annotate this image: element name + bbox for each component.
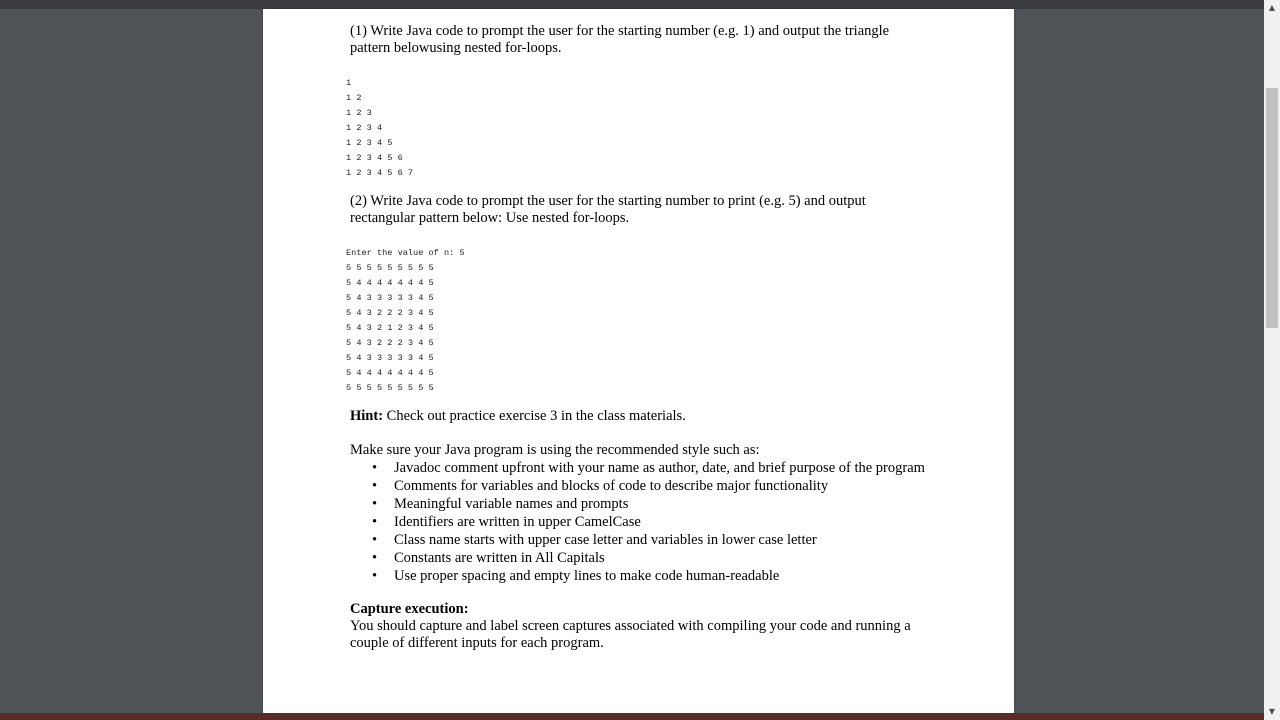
triangle-pattern-output: 1 1 2 1 2 3 1 2 3 4 1 2 3 4 5 1 2 3 4 5 6 1 2 3 4 5 6 7 (346, 78, 414, 178)
vertical-scrollbar[interactable] (1264, 0, 1280, 720)
style-list (350, 460, 930, 585)
hint-paragraph (350, 408, 930, 425)
scroll-down-arrow-icon[interactable]: ▼ (1268, 707, 1276, 716)
style-list-item: • Javadoc comment upfront with your name as author, date, and brief purpose of the program (394, 460, 930, 477)
top-toolbar-strip (0, 0, 1264, 9)
capture-text: You should capture and label screen captures associated with compiling your code and running a couple of different inputs for each program. (350, 618, 911, 651)
style-list-item: • Class name starts with upper case letter and variables in lower case letter (394, 532, 930, 549)
question-2-text: (2) Write Java code to prompt the user for the starting number to print (e.g. 5) and output rectangular pattern below: Use nested for-loops. (350, 193, 866, 226)
style-list-item: • Meaningful variable names and prompts (394, 496, 930, 513)
capture-heading-label: Capture execution: (350, 601, 469, 617)
scroll-up-arrow-icon[interactable]: ▲ (1268, 3, 1276, 12)
style-list-item: • Constants are written in All Capitals (394, 550, 930, 567)
document-viewer[interactable] (0, 9, 1264, 713)
bottom-taskbar-strip (0, 713, 1264, 720)
question-1-text: (1) Write Java code to prompt the user for the starting number (e.g. 1) and output the triangle pattern belowusing nested for-loops. (350, 23, 890, 56)
hint-label: Hint: (350, 408, 384, 424)
scroll-thumb[interactable] (1266, 88, 1278, 328)
document-page (263, 9, 1014, 713)
capture-heading (350, 601, 930, 618)
page-content (346, 23, 930, 652)
style-list-item: • Comments for variables and blocks of code to describe major functionality (394, 478, 930, 495)
hint-text: Check out practice exercise 3 in the class materials. (383, 408, 686, 424)
rectangular-pattern-output: Enter the value of n: 5 5 5 5 5 5 5 5 5 5 5 4 4 4 4 4 4 4 5 5 4 3 3 3 3 3 4 5 5 4 3 2 2 2 3 4 5 5 4 3 2 1 2 3 4 5 5 4 3 2 2 2 3 4 5 5 4 3 3 3 3 3 4 5 5 4 4 4 4 4 4 4 5 5 5 5 5 5 5 5 5 5 (346, 248, 465, 393)
style-list-item: • Identifiers are written in upper CamelCase (394, 514, 930, 531)
style-intro-text: Make sure your Java program is using the recommended style such as: (350, 442, 760, 458)
style-list-item: • Use proper spacing and empty lines to make code human-readable (394, 568, 930, 585)
